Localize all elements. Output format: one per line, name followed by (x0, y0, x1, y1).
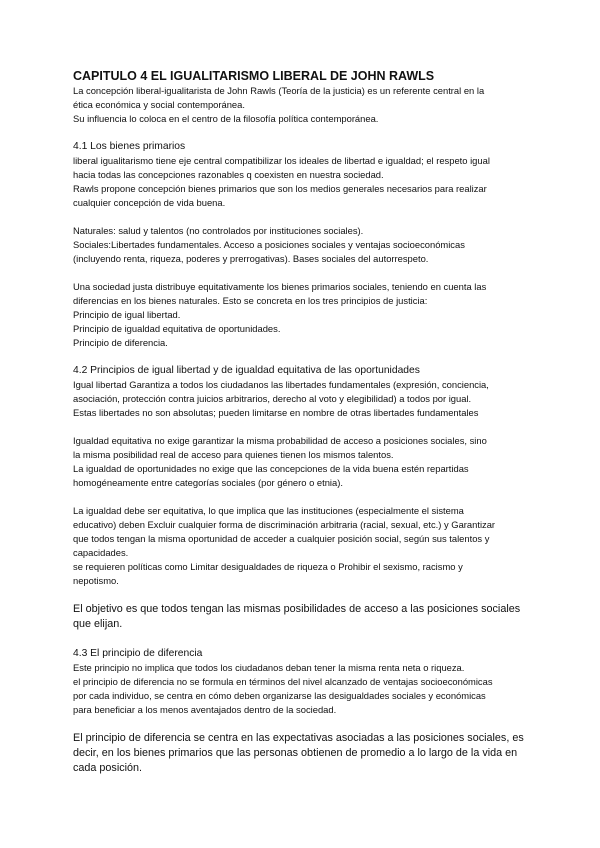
text-line: Igualdad equitativa no exige garantizar la misma probabilidad de acceso a posiciones sociales, sino (73, 435, 487, 446)
text-line: El principio de diferencia se centra en las expectativas asociadas a las posiciones sociales, es (73, 732, 524, 744)
text-line: por cada individuo, se centra en cómo deben organizarse las desigualdades sociales y económicas (73, 690, 486, 701)
text-line: Naturales: salud y talentos (no controlados por instituciones sociales). (73, 225, 364, 236)
text-line: La concepción liberal-igualitarista de John Rawls (Teoría de la justicia) es un referente central en la (73, 85, 485, 96)
text-line: cualquier concepción de vida buena. (73, 197, 226, 208)
text-line: Sociales:Libertades fundamentales. Acceso a posiciones sociales y ventajas socioeconómicas (73, 239, 465, 250)
text-line: decir, en los bienes primarios que las personas obtienen de promedio a lo largo de la vida en (73, 747, 518, 759)
text-line: nepotismo. (73, 575, 119, 586)
text-line: la misma posibilidad real de acceso para quienes tienen los mismos talentos. (73, 449, 394, 460)
text-line: cada posición. (73, 762, 143, 774)
text-line: el principio de diferencia no se formula en términos del nivel alcanzado de ventajas socioeconómicas (73, 676, 493, 687)
text-line: Rawls propone concepción bienes primarios que son los medios generales necesarios para realizar (73, 183, 487, 194)
text-line: diferencias en los bienes naturales. Esto se concreta en los tres principios de justicia: (73, 295, 428, 306)
section-heading: 4.3 El principio de diferencia (73, 648, 203, 659)
text-line: El objetivo es que todos tengan las mismas posibilidades de acceso a las posiciones sociales (73, 603, 521, 615)
conclusion-paragraph (73, 731, 530, 776)
sociedad-justa-paragraph (73, 280, 530, 350)
text-line: asociación, protección contra juicios arbitrarios, derecho al voto y elegibilidad) a todos por igual. (73, 393, 472, 404)
text-line: que elijan. (73, 618, 123, 630)
section-heading: 4.1 Los bienes primarios (73, 141, 186, 152)
text-line: Su influencia lo coloca en el centro de la filosofía política contemporánea. (73, 113, 379, 124)
section-4-3 (73, 647, 530, 717)
text-line: La igualdad debe ser equitativa, lo que implica que las instituciones (especialmente el sistema (73, 505, 464, 516)
section-heading: 4.2 Principios de igual libertad y de igualdad equitativa de las oportunidades (73, 365, 420, 376)
naturales-paragraph (73, 224, 530, 266)
section-4-1 (73, 140, 530, 210)
text-line: La igualdad de oportunidades no exige que las concepciones de la vida buena estén repartidas (73, 463, 469, 474)
text-line: hacia todas las concepciones razonables q coexisten en nuestra sociedad. (73, 169, 384, 180)
text-line: Una sociedad justa distribuye equitativamente los bienes primarios sociales, teniendo en cuenta las (73, 281, 487, 292)
igualdad-equitativa-paragraph-2 (73, 504, 530, 588)
intro-paragraph (73, 84, 530, 126)
text-line: homogéneamente entre categorías sociales (por género o etnia). (73, 477, 343, 488)
text-line: Principio de diferencia. (73, 337, 168, 348)
document-title: CAPITULO 4 EL IGUALITARISMO LIBERAL DE JOHN RAWLS (73, 69, 435, 83)
text-line: Este principio no implica que todos los ciudadanos deban tener la misma renta neta o riqueza. (73, 662, 465, 673)
text-line: que todos tengan la misma oportunidad de acceder a cualquier posición social, según sus talentos y (73, 533, 490, 544)
text-line: Principio de igualdad equitativa de oportunidades. (73, 323, 281, 334)
igualdad-equitativa-paragraph (73, 434, 530, 490)
text-line: capacidades. (73, 547, 129, 558)
text-line: educativo) deben Excluir cualquier forma de discriminación arbitraria (racial, sexual, etc.) y Garantizar (73, 519, 496, 530)
text-line: liberal igualitarismo tiene eje central compatibilizar los ideales de libertad e igualdad; el respeto igual (73, 155, 490, 166)
text-line: (incluyendo renta, riqueza, poderes y prerrogativas). Bases sociales del autorrespeto. (73, 253, 429, 264)
section-4-2 (73, 364, 530, 420)
text-line: Principio de igual libertad. (73, 309, 181, 320)
text-line: ética económica y social contemporánea. (73, 99, 245, 110)
text-line: Estas libertades no son absolutas; pueden limitarse en nombre de otras libertades fundamentales (73, 407, 479, 418)
text-line: Igual libertad Garantiza a todos los ciudadanos las libertades fundamentales (expresión, conciencia, (73, 379, 489, 390)
text-line: se requieren políticas como Limitar desigualdades de riqueza o Prohibir el sexismo, racismo y (73, 561, 463, 572)
text-line: para beneficiar a los menos aventajados dentro de la sociedad. (73, 704, 337, 715)
objetivo-paragraph (73, 602, 530, 632)
